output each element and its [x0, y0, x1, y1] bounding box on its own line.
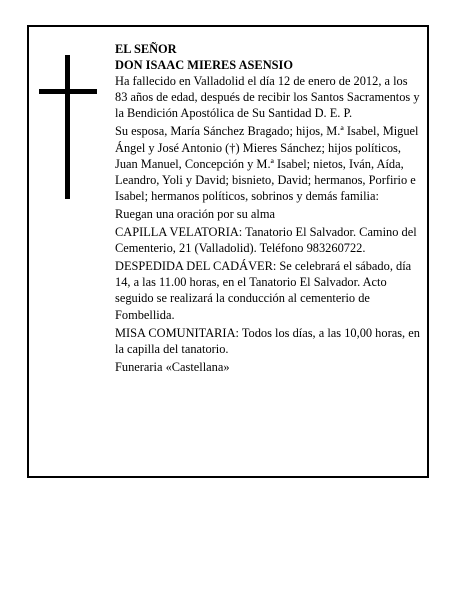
- mass-info: MISA COMUNITARIA: Todos los días, a las 10,00 horas, en la capilla del tanatorio.: [115, 325, 420, 356]
- wake-chapel-info: CAPILLA VELATORIA: Tanatorio El Salvador. Camino del Cementerio, 21 (Valladolid). Teléfono 983260722.: [115, 225, 417, 256]
- farewell-info: DESPEDIDA DEL CADÁVER: Se celebrará el sábado, día 14, a las 11.00 horas, en el Tanatorio El Salvador. Acto seguido se realizará la conducción al cementerio de Fombellida.: [115, 259, 412, 322]
- deceased-name: DON ISAAC MIERES ASENSIO: [115, 58, 293, 73]
- funeral-home: Funeraria «Castellana»: [115, 359, 230, 374]
- prayer-request: Ruegan una oración por su alma: [115, 206, 275, 221]
- cross-icon: [39, 55, 97, 199]
- notice-body: [115, 41, 421, 377]
- cross-vertical-bar: [65, 55, 70, 199]
- family-list: Su esposa, María Sánchez Bragado; hijos, M.ª Isabel, Miguel Ángel y José Antonio (†) Mieres Sánchez; hijos políticos, Juan Manuel, Concepción y M.ª Isabel; nietos, Iván, Aída, Leandro, Yoli y David; bisnieto, David; hermanos, Porfirio e Isabel; hermanos políticos, sobrinos y demás familia:: [115, 124, 419, 203]
- death-announcement: Ha fallecido en Valladolid el día 12 de enero de 2012, a los 83 años de edad, después de recibir los Santos Sacramentos y la Bendición Apostólica de Su Santidad D. E. P.: [115, 74, 420, 121]
- obituary-notice: [27, 25, 429, 478]
- cross-horizontal-bar: [39, 89, 97, 94]
- notice-title: EL SEÑOR: [115, 42, 177, 56]
